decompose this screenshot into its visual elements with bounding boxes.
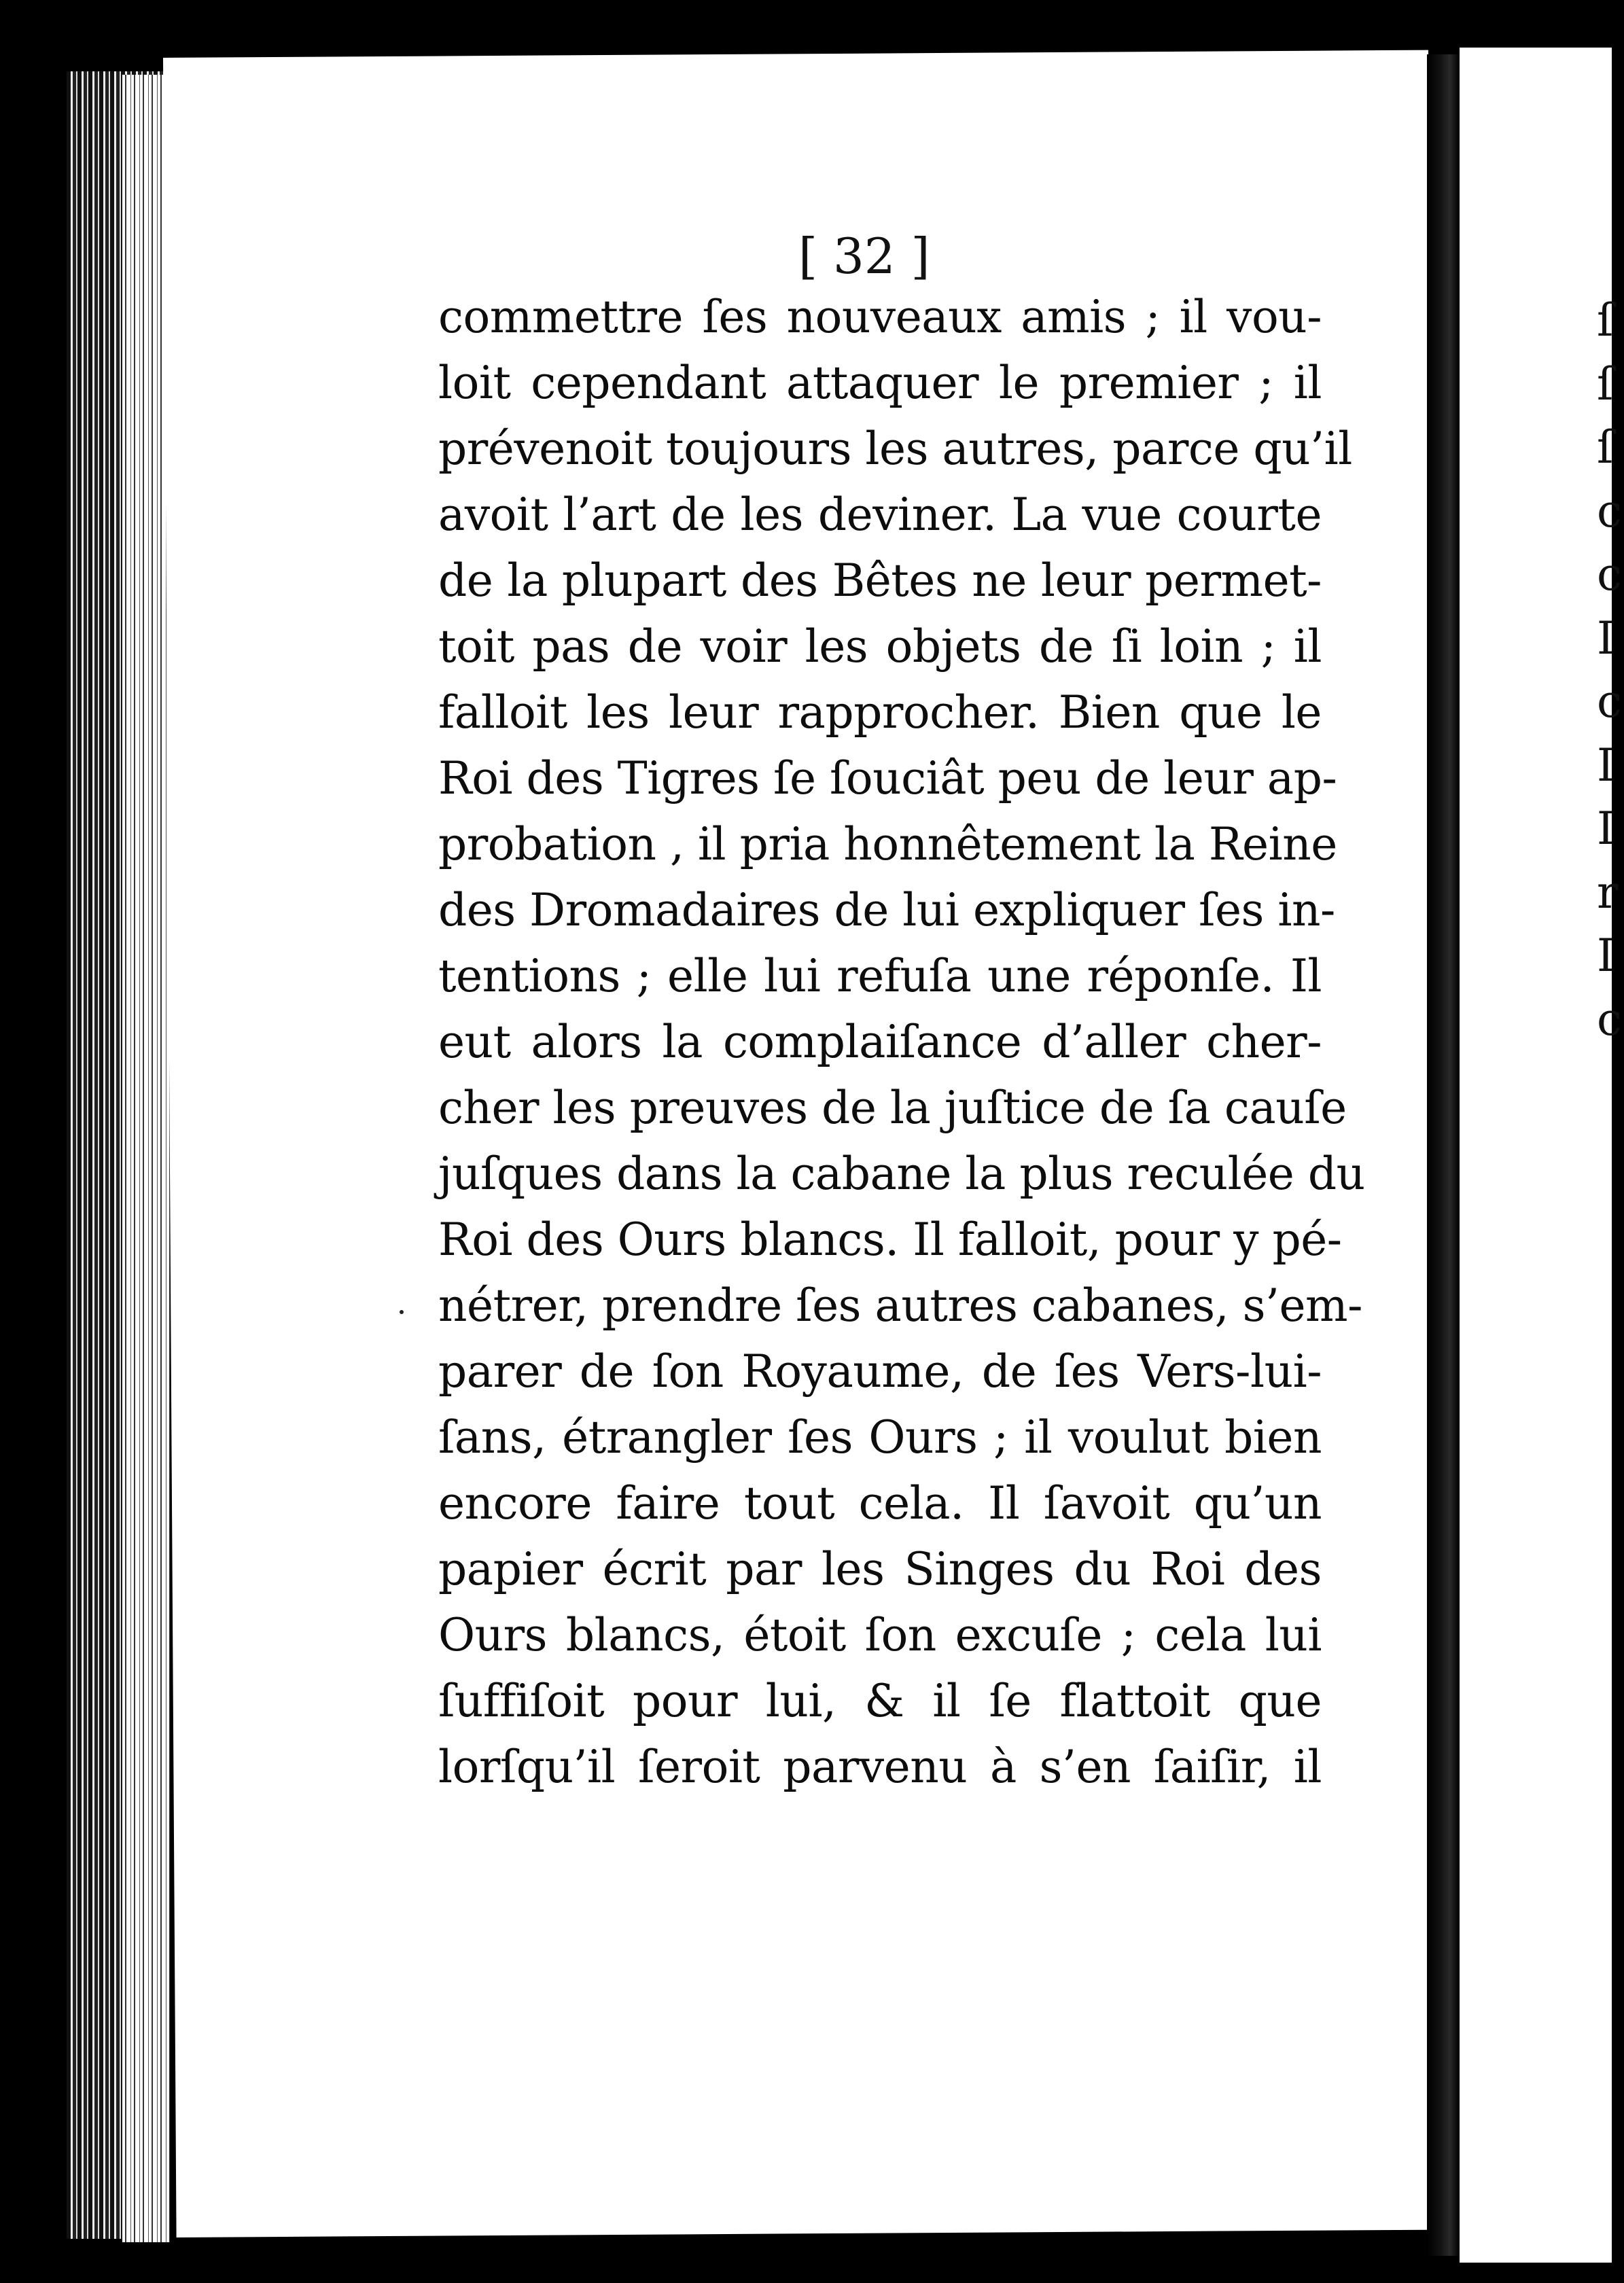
adjacent-line: c (1597, 993, 1622, 1046)
text-line: des Dromadaires de lui expliquer ſes in- (438, 884, 1335, 936)
adjacent-page (1460, 48, 1612, 2263)
text-line: ſans, étrangler ſes Ours ; il voulut bien (438, 1411, 1322, 1464)
text-line: cher les preuves de la juſtice de ſa cauſe (438, 1082, 1347, 1134)
text-line: de la plupart des Bêtes ne leur permet- (438, 554, 1322, 607)
text-line: prévenoit toujours les autres, parce qu’il (438, 423, 1352, 475)
adjacent-line: I (1597, 802, 1615, 855)
text-line: loit cependant attaquer le premier ; il (438, 357, 1322, 409)
adjacent-line: I (1597, 930, 1615, 982)
page-number-header: [ 32 ] (798, 228, 930, 285)
text-line: Ours blancs, étoit ſon excuſe ; cela lui (438, 1609, 1322, 1661)
text-line: lorſqu’il ſeroit parvenu à s’en ſaiſir, il (438, 1741, 1322, 1793)
adjacent-line: ſ (1597, 294, 1614, 347)
page-edges-inner (122, 75, 170, 2242)
adjacent-line: ſ (1597, 357, 1614, 410)
text-line: probation , il pria honnêtement la Reine (438, 818, 1337, 870)
text-line: juſques dans la cabane la plus reculée du (438, 1148, 1365, 1200)
text-line: toit pas de voir les objets de ſi loin ; il (438, 620, 1322, 673)
adjacent-line: I (1597, 612, 1615, 665)
text-line: Roi des Ours blancs. Il falloit, pour y pé- (438, 1214, 1342, 1266)
text-line: tentions ; elle lui refuſa une réponſe. Il (438, 950, 1322, 1002)
text-line: Roi des Tigres ſe ſouciât peu de leur ap- (438, 752, 1337, 804)
adjacent-line: c (1597, 484, 1622, 537)
adjacent-line: ſ (1597, 421, 1614, 474)
text-line: papier écrit par les Singes du Roi des (438, 1543, 1322, 1595)
text-line: encore faire tout cela. Il ſavoit qu’un (438, 1477, 1322, 1529)
adjacent-line: I (1597, 739, 1615, 792)
text-line: commettre ſes nouveaux amis ; il vou- (438, 291, 1322, 343)
text-line: falloit les leur rapprocher. Bien que le (438, 686, 1322, 739)
adjacent-line: c (1597, 548, 1622, 601)
text-line: ſuffiſoit pour lui, & il ſe flattoit que (438, 1675, 1322, 1727)
page-body-text (438, 284, 1365, 1800)
adjacent-page-fragments (1597, 289, 1624, 1051)
adjacent-line: r (1597, 866, 1619, 919)
text-line: nétrer, prendre ſes autres cabanes, s’em- (438, 1279, 1362, 1332)
text-line: eut alors la complaiſance d’aller cher- (438, 1016, 1322, 1068)
ink-speck (400, 1310, 404, 1314)
text-line: avoit l’art de les deviner. La vue courte (438, 489, 1322, 541)
adjacent-line: c (1597, 675, 1622, 728)
book-gutter (1427, 54, 1460, 2256)
text-line: parer de ſon Royaume, de ſes Vers-lui- (438, 1345, 1322, 1398)
